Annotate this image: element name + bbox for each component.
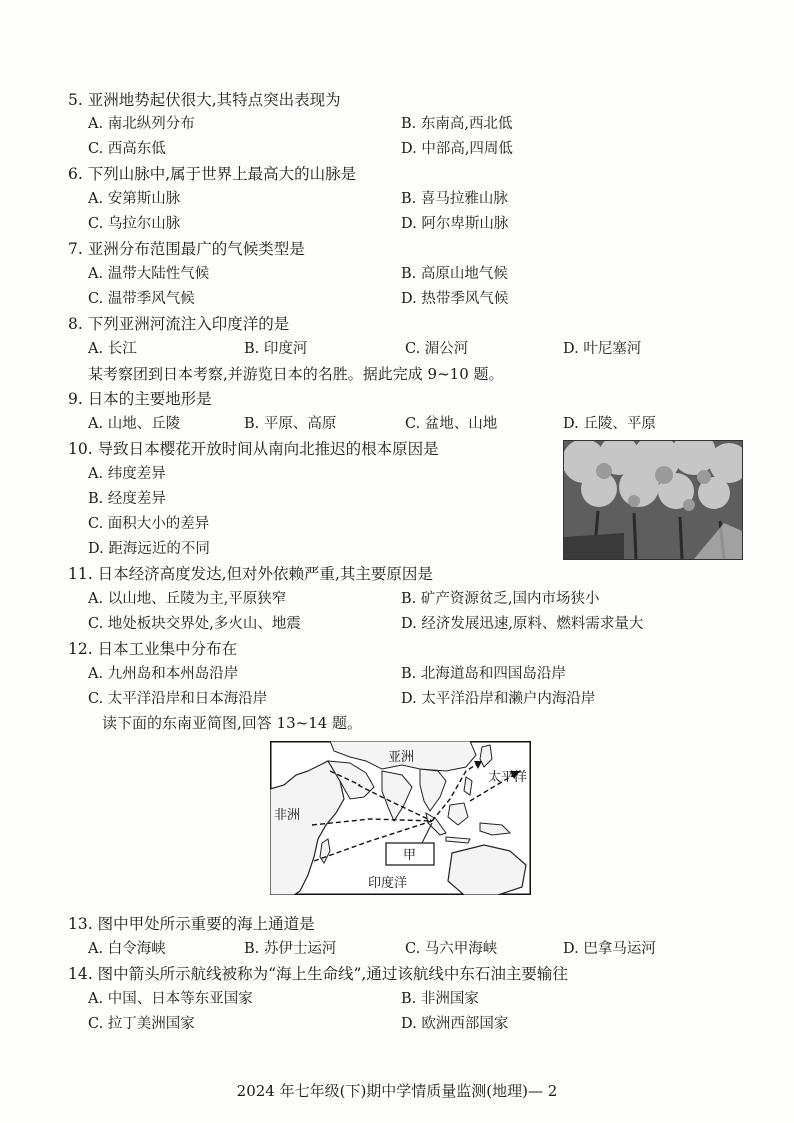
- question-8-option-d: D. 叶尼塞河: [563, 341, 642, 357]
- question-13-option-d: D. 巴拿马运河: [563, 941, 656, 957]
- question-10-option-b: B. 经度差异: [88, 491, 166, 507]
- label-asia: 亚洲: [388, 750, 415, 765]
- question-9-option-b: B. 平原、高原: [244, 416, 337, 432]
- question-8-option-c: C. 湄公河: [405, 341, 469, 357]
- question-7-option-d: D. 热带季风气候: [401, 291, 509, 307]
- question-5-option-a: A. 南北纵列分布: [88, 116, 195, 132]
- page-footer: 2024 年七年级(下)期中学情质量监测(地理)— 2: [236, 1082, 558, 1100]
- question-14-option-b: B. 非洲国家: [401, 991, 479, 1007]
- intro-questions-13-14: 读下面的东南亚简图,回答 13~14 题。: [102, 714, 363, 732]
- question-12-option-d: D. 太平洋沿岸和濑户内海沿岸: [401, 691, 596, 707]
- question-7-option-c: C. 温带季风气候: [88, 291, 195, 307]
- question-13-option-c: C. 马六甲海峡: [405, 941, 498, 957]
- question-10-option-d: D. 距海远近的不同: [88, 541, 210, 557]
- label-africa: 非洲: [274, 808, 301, 823]
- question-7-stem: 7. 亚洲分布范围最广的气候类型是: [68, 240, 305, 258]
- question-11-stem: 11. 日本经济高度发达,但对外依赖严重,其主要原因是: [68, 565, 433, 583]
- question-13-stem: 13. 图中甲处所示重要的海上通道是: [68, 915, 315, 933]
- question-9-option-d: D. 丘陵、平原: [563, 416, 656, 432]
- question-14-option-a: A. 中国、日本等东亚国家: [88, 991, 253, 1007]
- question-12-option-b: B. 北海道岛和四国岛沿岸: [401, 666, 566, 682]
- question-10-option-a: A. 纬度差异: [88, 466, 166, 482]
- intro-questions-9-10: 某考察团到日本考察,并游览日本的名胜。据此完成 9~10 题。: [88, 365, 504, 383]
- question-8-stem: 8. 下列亚洲河流注入印度洋的是: [68, 315, 290, 333]
- label-indian-ocean: 印度洋: [368, 876, 408, 891]
- cherry-blossom-photo: [563, 440, 743, 560]
- question-11-option-b: B. 矿产资源贫乏,国内市场狭小: [401, 591, 600, 607]
- question-8-option-b: B. 印度河: [244, 341, 308, 357]
- question-5-option-c: C. 西高东低: [88, 141, 166, 157]
- philippines: [464, 777, 472, 795]
- question-6-option-b: B. 喜马拉雅山脉: [401, 191, 508, 207]
- question-12-option-c: C. 太平洋沿岸和日本海沿岸: [88, 691, 268, 707]
- question-6-option-a: A. 安第斯山脉: [88, 191, 181, 207]
- question-9-stem: 9. 日本的主要地形是: [68, 390, 212, 408]
- question-14-option-c: C. 拉丁美洲国家: [88, 1016, 195, 1032]
- question-11-option-a: A. 以山地、丘陵为主,平原狭窄: [88, 591, 287, 607]
- question-6-option-d: D. 阿尔卑斯山脉: [401, 216, 509, 232]
- question-12-stem: 12. 日本工业集中分布在: [68, 640, 238, 658]
- question-11-option-c: C. 地处板块交界处,多火山、地震: [88, 616, 301, 632]
- question-13-option-b: B. 苏伊士运河: [244, 941, 337, 957]
- question-5-option-b: B. 东南高,西北低: [401, 116, 513, 132]
- question-9-option-c: C. 盆地、山地: [405, 416, 498, 432]
- question-5-stem: 5. 亚洲地势起伏很大,其特点突出表现为: [68, 91, 341, 109]
- question-7-option-a: A. 温带大陆性气候: [88, 266, 210, 282]
- question-9-option-a: A. 山地、丘陵: [88, 416, 181, 432]
- question-5-option-d: D. 中部高,四周低: [401, 141, 513, 157]
- question-6-option-c: C. 乌拉尔山脉: [88, 216, 181, 232]
- question-6-stem: 6. 下列山脉中,属于世界上最高大的山脉是: [68, 165, 357, 183]
- question-11-option-d: D. 经济发展迅速,原料、燃料需求量大: [401, 616, 644, 632]
- sea-route-map: [270, 741, 531, 895]
- question-14-stem: 14. 图中箭头所示航线被称为“海上生命线”,通过该航线中东石油主要输往: [68, 965, 568, 983]
- question-14-option-d: D. 欧洲西部国家: [401, 1016, 509, 1032]
- cherry-blossom-illustration: [564, 441, 742, 559]
- question-10-option-c: C. 面积大小的差异: [88, 516, 210, 532]
- southeast-asia-map: [270, 741, 531, 895]
- question-7-option-b: B. 高原山地气候: [401, 266, 508, 282]
- question-12-option-a: A. 九州岛和本州岛沿岸: [88, 666, 239, 682]
- label-pacific: 太平洋: [488, 770, 528, 785]
- question-8-option-a: A. 长江: [88, 341, 137, 357]
- question-10-stem: 10. 导致日本樱花开放时间从南向北推迟的根本原因是: [68, 440, 439, 458]
- question-13-option-a: A. 白令海峡: [88, 941, 166, 957]
- label-jia: 甲: [403, 848, 417, 863]
